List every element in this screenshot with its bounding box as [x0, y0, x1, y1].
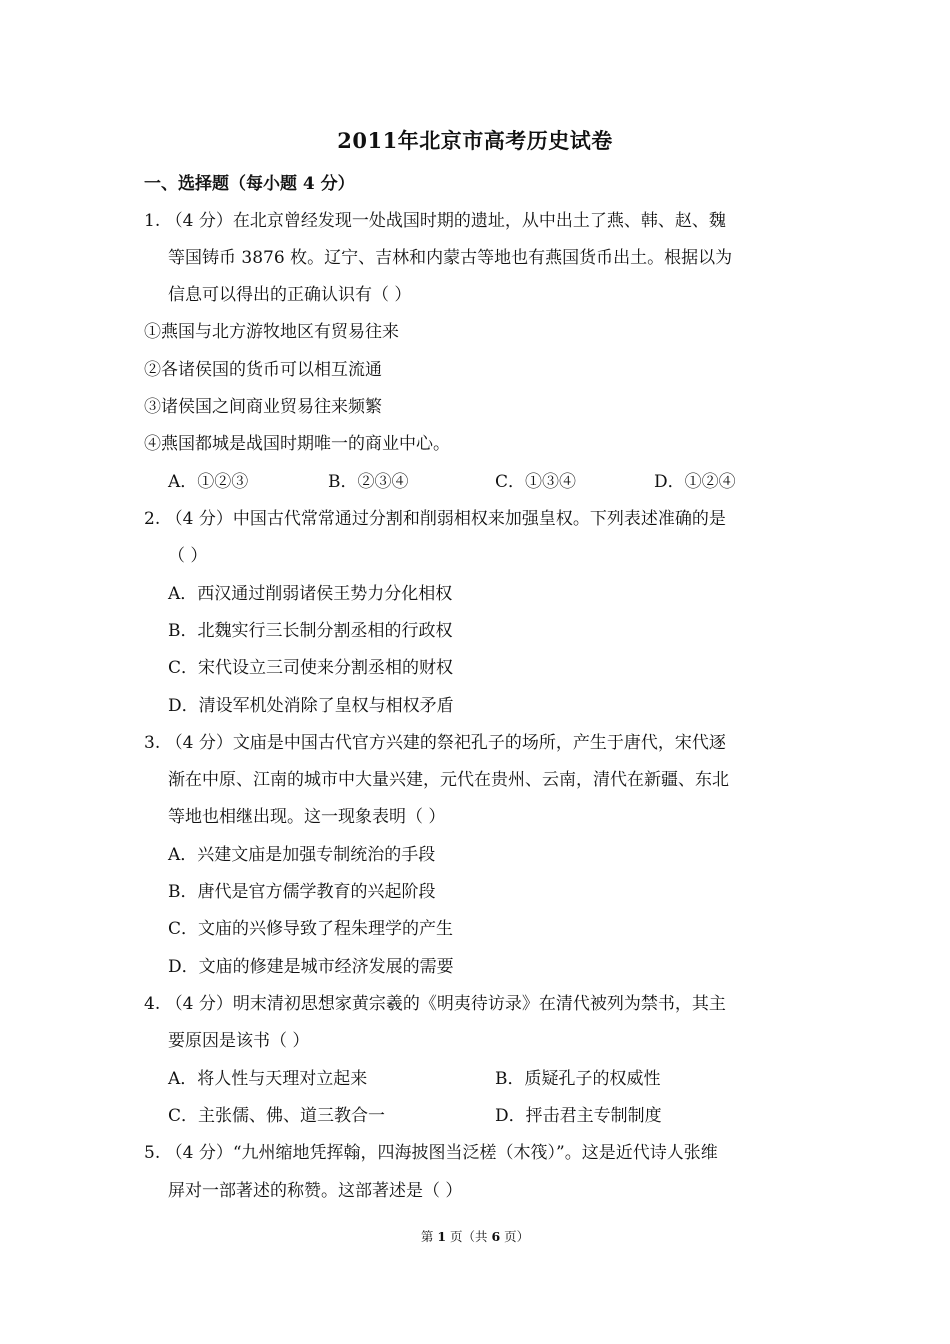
question-1-option-a: A．①②③ — [168, 472, 249, 492]
question-4-line-2: 要原因是该书（ ） — [168, 1031, 310, 1051]
question-1-line-2: 等国铸币 3876 枚。辽宁、吉林和内蒙古等地也有燕国货币出土。根据以为 — [168, 248, 733, 268]
question-3-option-d: D．文庙的修建是城市经济发展的需要 — [168, 957, 454, 977]
footer-prefix: 第 — [420, 1229, 438, 1244]
question-1-line-1: 1. （4 分）在北京曾经发现一处战国时期的遗址，从中出土了燕、韩、赵、魏 — [144, 211, 726, 231]
question-3-line-1: 3. （4 分）文庙是中国古代官方兴建的祭祀孔子的场所，产生于唐代，宋代逐 — [144, 733, 726, 753]
question-3-option-b: B．唐代是官方儒学教育的兴起阶段 — [168, 882, 436, 902]
footer-total-pages: 6 — [491, 1229, 501, 1244]
footer-suffix: 页） — [500, 1229, 530, 1244]
question-1-option-d: D．①②④ — [654, 472, 736, 492]
question-2-option-c: C．宋代设立三司使来分割丞相的财权 — [168, 658, 454, 678]
footer-page-number: 1 — [437, 1229, 447, 1244]
question-5-line-2: 屏对一部著述的称赞。这部著述是（ ） — [168, 1181, 463, 1201]
question-2-option-b: B．北魏实行三长制分割丞相的行政权 — [168, 621, 453, 641]
question-2-option-a: A．西汉通过削弱诸侯王势力分化相权 — [168, 584, 453, 604]
question-4-option-c: C．主张儒、佛、道三教合一 — [168, 1106, 386, 1126]
question-2-line-2: （ ） — [168, 546, 208, 566]
page-title: 2011年北京市高考历史试卷 — [337, 128, 613, 153]
question-5-line-1: 5. （4 分）“九州缩地凭挥翰，四海披图当泛槎（木筏）”。这是近代诗人张维 — [144, 1143, 718, 1163]
question-4-option-a: A．将人性与天理对立起来 — [168, 1069, 368, 1089]
question-1-statement-2: ②各诸侯国的货币可以相互流通 — [144, 360, 382, 380]
question-3-option-a: A．兴建文庙是加强专制统治的手段 — [168, 845, 436, 865]
question-1-statement-1: ①燕国与北方游牧地区有贸易往来 — [144, 322, 399, 342]
question-4-option-d: D．抨击君主专制制度 — [495, 1106, 662, 1126]
question-1-option-b: B．②③④ — [328, 472, 409, 492]
question-2-option-d: D．清设军机处消除了皇权与相权矛盾 — [168, 696, 454, 716]
question-3-line-3: 等地也相继出现。这一现象表明（ ） — [168, 807, 446, 827]
question-1-line-3: 信息可以得出的正确认识有（ ） — [168, 285, 412, 305]
question-1-option-c: C．①③④ — [495, 472, 577, 492]
question-4-option-b: B．质疑孔子的权威性 — [495, 1069, 661, 1089]
question-3-line-2: 渐在中原、江南的城市中大量兴建，元代在贵州、云南，清代在新疆、东北 — [168, 770, 729, 790]
footer-middle: 页（共 — [446, 1229, 492, 1244]
question-2-line-1: 2. （4 分）中国古代常常通过分割和削弱相权来加强皇权。下列表述准确的是 — [144, 509, 726, 529]
page-footer — [0, 1227, 950, 1245]
question-4-line-1: 4. （4 分）明末清初思想家黄宗羲的《明夷待访录》在清代被列为禁书，其主 — [144, 994, 726, 1014]
question-3-option-c: C．文庙的兴修导致了程朱理学的产生 — [168, 919, 454, 939]
question-1-statement-3: ③诸侯国之间商业贸易往来频繁 — [144, 397, 382, 417]
section-heading: 一、选择题（每小题 4 分） — [144, 174, 355, 194]
question-1-statement-4: ④燕国都城是战国时期唯一的商业中心。 — [144, 434, 450, 454]
